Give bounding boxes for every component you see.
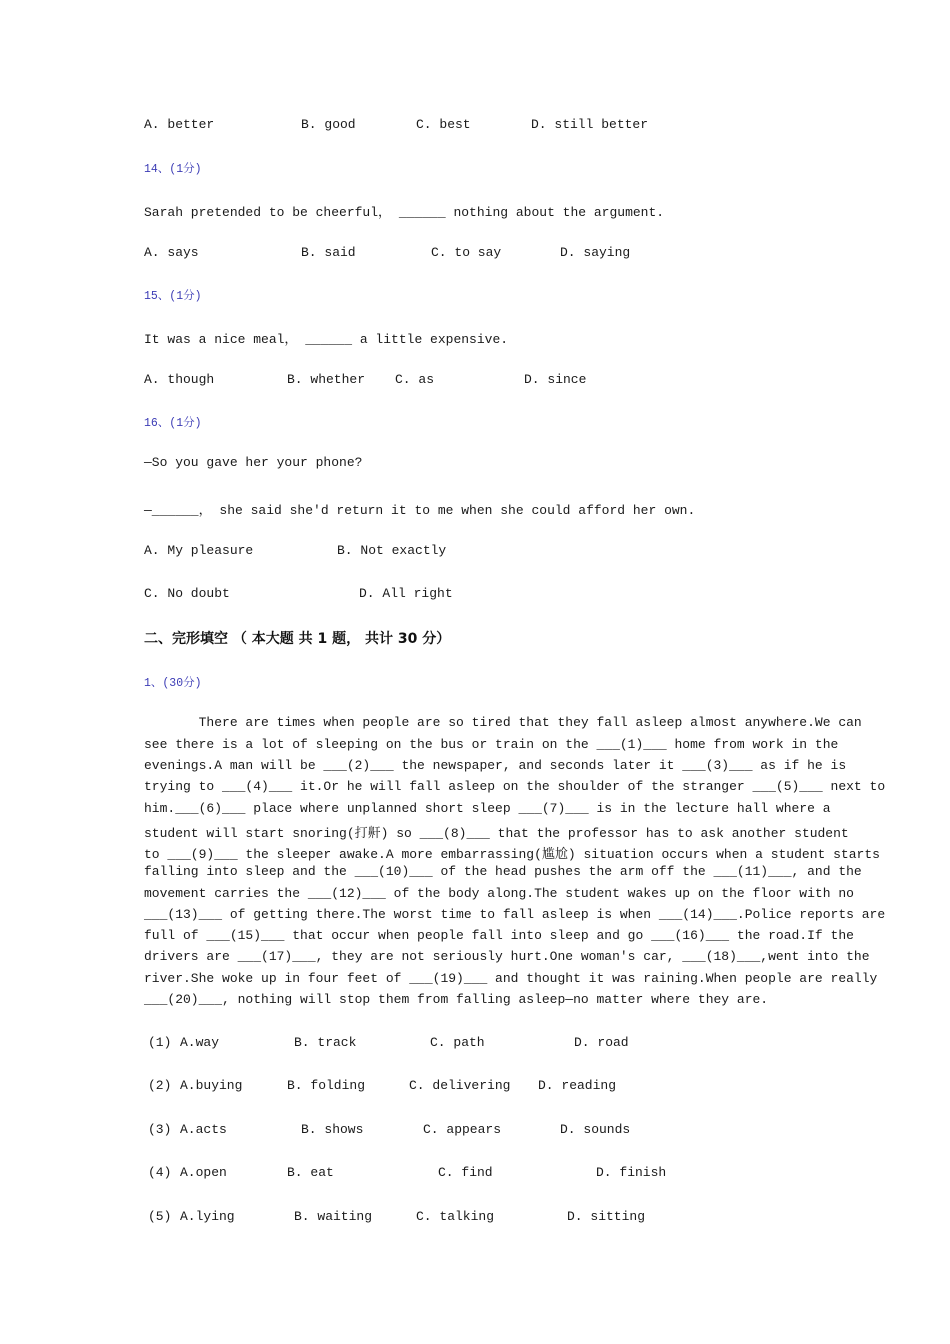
cloze-option-a: A.open <box>180 1165 227 1180</box>
passage-line: to ___(9)___ the sleeper awake.A more embarrassing(尴尬) situation occurs when a student starts <box>144 847 880 862</box>
q13-option-a: A. better <box>144 117 215 132</box>
cloze-option-b: B. eat <box>287 1165 334 1180</box>
q16-line2: —______， she said she'd return it to me when she could afford her own. <box>144 503 696 518</box>
cloze-number: (2) <box>148 1078 172 1093</box>
q15-option-d: D. since <box>524 372 587 387</box>
passage-line: student will start snoring(打鼾) so ___(8)___ that the professor has to ask another student <box>144 826 849 841</box>
cloze-number: (5) <box>148 1209 172 1224</box>
passage-line: drivers are ___(17)___, they are not seriously hurt.One woman's car, ___(18)___,went into the <box>144 949 870 964</box>
q15-label: 15、(1分) <box>144 290 202 303</box>
passage-line: movement carries the ___(12)___ of the body along.The student wakes up on the floor with no <box>144 886 854 901</box>
passage-line: him.___(6)___ place where unplanned short sleep ___(7)___ is in the lecture hall where a <box>144 801 831 816</box>
q15-stem: It was a nice meal， ______ a little expensive. <box>144 332 509 347</box>
q14-option-a: A. says <box>144 245 199 260</box>
passage-line: ___(20)___, nothing will stop them from falling asleep—no matter where they are. <box>144 992 769 1007</box>
q16-line1: —So you gave her your phone? <box>144 455 363 470</box>
q13-option-d: D. still better <box>531 117 649 132</box>
q15-option-b: B. whether <box>287 372 366 387</box>
q13-option-c: C. best <box>416 117 471 132</box>
cloze-option-a: A.way <box>180 1035 220 1050</box>
cloze-option-d: D. finish <box>596 1165 667 1180</box>
cloze-option-b: B. folding <box>287 1078 366 1093</box>
q15-option-c: C. as <box>395 372 435 387</box>
q16-label: 16、(1分) <box>144 417 202 430</box>
cloze-number: (3) <box>148 1122 172 1137</box>
q16-option-c: C. No doubt <box>144 586 230 601</box>
cloze-option-b: B. waiting <box>294 1209 373 1224</box>
cloze-option-a: A.lying <box>180 1209 235 1224</box>
passage-line: see there is a lot of sleeping on the bus or train on the ___(1)___ home from work in the <box>144 737 839 752</box>
passage-line: falling into sleep and the ___(10)___ of the head pushes the arm off the ___(11)___, and the <box>144 864 862 879</box>
passage-line: There are times when people are so tired that they fall asleep almost anywhere.We can <box>144 715 862 730</box>
passage-line: river.She woke up in four feet of ___(19)___ and thought it was raining.When people are really <box>144 971 878 986</box>
cloze-option-d: D. reading <box>538 1078 617 1093</box>
passage-line: ___(13)___ of getting there.The worst time to fall asleep is when ___(14)___.Police reports are <box>144 907 886 922</box>
q16-option-a: A. My pleasure <box>144 543 254 558</box>
q14-option-b: B. said <box>301 245 356 260</box>
passage-line: trying to ___(4)___ it.Or he will fall asleep on the shoulder of the stranger ___(5)___ next to <box>144 779 886 794</box>
cloze-option-a: A.buying <box>180 1078 243 1093</box>
q13-option-b: B. good <box>301 117 356 132</box>
cloze-option-b: B. track <box>294 1035 357 1050</box>
cloze-option-c: C. path <box>430 1035 485 1050</box>
passage-line: evenings.A man will be ___(2)___ the newspaper, and seconds later it ___(3)___ as if he is <box>144 758 847 773</box>
cloze-number: (1) <box>148 1035 172 1050</box>
q14-option-d: D. saying <box>560 245 631 260</box>
cloze-option-c: C. appears <box>423 1122 502 1137</box>
q15-option-a: A. though <box>144 372 215 387</box>
cloze-option-c: C. find <box>438 1165 493 1180</box>
q14-stem: Sarah pretended to be cheerful， ______ nothing about the argument. <box>144 205 665 220</box>
cloze-number: (4) <box>148 1165 172 1180</box>
cloze-option-c: C. delivering <box>409 1078 511 1093</box>
cloze-option-b: B. shows <box>301 1122 364 1137</box>
q14-option-c: C. to say <box>431 245 502 260</box>
passage-line: full of ___(15)___ that occur when people fall into sleep and go ___(16)___ the road.If the <box>144 928 854 943</box>
cloze-option-d: D. sitting <box>567 1209 646 1224</box>
cloze-label: 1、(30分) <box>144 677 202 690</box>
q16-option-b: B. Not exactly <box>337 543 447 558</box>
section-title: 二、完形填空 （ 本大题 共 1 题， 共计 30 分） <box>144 631 451 647</box>
q16-option-d: D. All right <box>359 586 453 601</box>
q14-label: 14、(1分) <box>144 163 202 176</box>
cloze-option-d: D. road <box>574 1035 629 1050</box>
cloze-option-d: D. sounds <box>560 1122 631 1137</box>
cloze-options-5 <box>148 1209 646 1314</box>
cloze-option-c: C. talking <box>416 1209 495 1224</box>
cloze-option-a: A.acts <box>180 1122 227 1137</box>
